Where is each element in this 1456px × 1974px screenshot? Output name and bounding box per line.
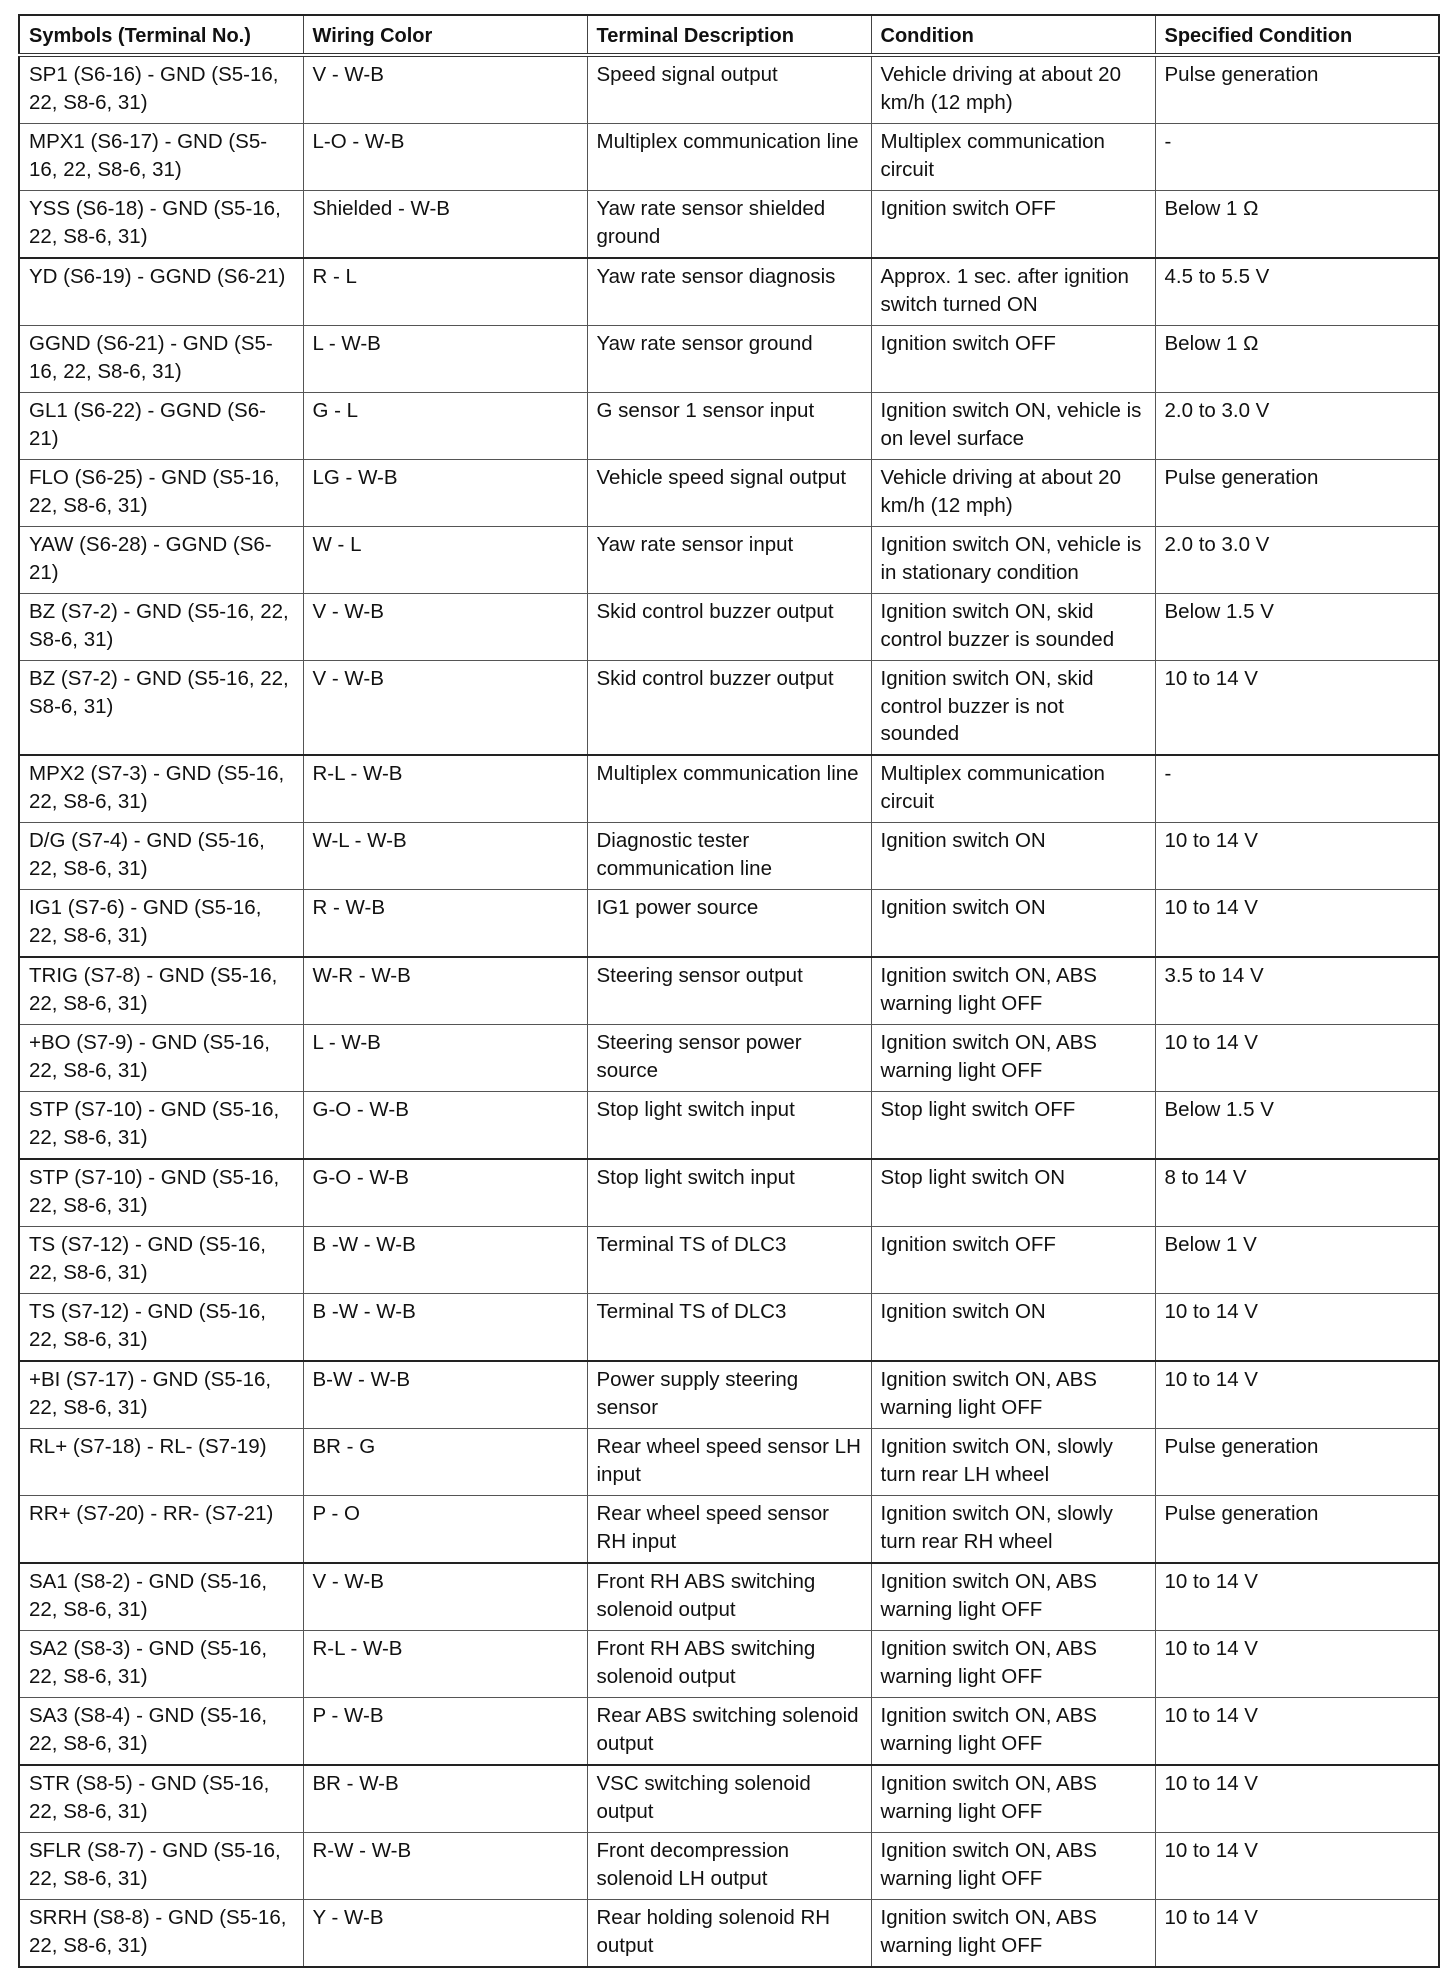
specified-condition-cell: 10 to 14 V — [1155, 1631, 1439, 1698]
symbol-cell: SRRH (S8-8) - GND (S5-16, 22, S8-6, 31) — [19, 1900, 303, 1968]
symbol-cell: TS (S7-12) - GND (S5-16, 22, S8-6, 31) — [19, 1227, 303, 1294]
description-cell: Skid control buzzer output — [587, 594, 871, 661]
description-cell: Rear wheel speed sensor LH input — [587, 1429, 871, 1496]
table-row — [19, 1765, 1439, 1833]
symbol-cell: MPX1 (S6-17) - GND (S5-16, 22, S8-6, 31) — [19, 124, 303, 191]
wiring-color-cell: V - W-B — [303, 594, 587, 661]
table-header — [19, 15, 1439, 55]
description-cell: G sensor 1 sensor input — [587, 393, 871, 460]
condition-cell: Ignition switch ON, ABS warning light OFF — [871, 1563, 1155, 1631]
wiring-color-cell: LG - W-B — [303, 460, 587, 527]
description-cell: Multiplex communication line — [587, 755, 871, 823]
wiring-color-cell: R-W - W-B — [303, 1833, 587, 1900]
wiring-color-cell: B -W - W-B — [303, 1294, 587, 1362]
symbol-cell: SA3 (S8-4) - GND (S5-16, 22, S8-6, 31) — [19, 1698, 303, 1766]
table-row — [19, 1631, 1439, 1698]
table-row — [19, 1496, 1439, 1564]
table-row — [19, 1698, 1439, 1766]
specified-condition-cell: 10 to 14 V — [1155, 823, 1439, 890]
table-row — [19, 1294, 1439, 1362]
wiring-color-cell: V - W-B — [303, 1563, 587, 1631]
condition-cell: Ignition switch ON — [871, 823, 1155, 890]
condition-cell: Ignition switch ON — [871, 890, 1155, 958]
condition-cell: Multiplex communication circuit — [871, 755, 1155, 823]
wiring-color-cell: W-R - W-B — [303, 957, 587, 1025]
description-cell: Terminal TS of DLC3 — [587, 1227, 871, 1294]
condition-cell: Vehicle driving at about 20 km/h (12 mph) — [871, 55, 1155, 124]
specified-condition-cell: Pulse generation — [1155, 1429, 1439, 1496]
table-row — [19, 1227, 1439, 1294]
header-row — [19, 15, 1439, 55]
wiring-color-cell: R-L - W-B — [303, 755, 587, 823]
specified-condition-cell: 10 to 14 V — [1155, 1361, 1439, 1429]
condition-cell: Ignition switch ON — [871, 1294, 1155, 1362]
wiring-color-cell: Shielded - W-B — [303, 191, 587, 259]
specified-condition-cell: 10 to 14 V — [1155, 1900, 1439, 1968]
header-specified-condition: Specified Condition — [1155, 15, 1439, 55]
description-cell: Vehicle speed signal output — [587, 460, 871, 527]
condition-cell: Ignition switch ON, slowly turn rear RH wheel — [871, 1496, 1155, 1564]
description-cell: IG1 power source — [587, 890, 871, 958]
description-cell: Yaw rate sensor shielded ground — [587, 191, 871, 259]
wiring-color-cell: L-O - W-B — [303, 124, 587, 191]
specified-condition-cell: Below 1.5 V — [1155, 1092, 1439, 1160]
symbol-cell: YAW (S6-28) - GGND (S6-21) — [19, 527, 303, 594]
symbol-cell: STR (S8-5) - GND (S5-16, 22, S8-6, 31) — [19, 1765, 303, 1833]
specified-condition-cell: 10 to 14 V — [1155, 1698, 1439, 1766]
condition-cell: Vehicle driving at about 20 km/h (12 mph) — [871, 460, 1155, 527]
condition-cell: Ignition switch ON, slowly turn rear LH wheel — [871, 1429, 1155, 1496]
symbol-cell: STP (S7-10) - GND (S5-16, 22, S8-6, 31) — [19, 1159, 303, 1227]
specified-condition-cell: Below 1 V — [1155, 1227, 1439, 1294]
table-row — [19, 258, 1439, 326]
description-cell: Terminal TS of DLC3 — [587, 1294, 871, 1362]
wiring-color-cell: V - W-B — [303, 661, 587, 756]
description-cell: Front RH ABS switching solenoid output — [587, 1563, 871, 1631]
specified-condition-cell: 10 to 14 V — [1155, 1294, 1439, 1362]
condition-cell: Stop light switch ON — [871, 1159, 1155, 1227]
symbol-cell: +BI (S7-17) - GND (S5-16, 22, S8-6, 31) — [19, 1361, 303, 1429]
specified-condition-cell: 3.5 to 14 V — [1155, 957, 1439, 1025]
description-cell: Yaw rate sensor input — [587, 527, 871, 594]
wiring-color-cell: BR - W-B — [303, 1765, 587, 1833]
symbol-cell: BZ (S7-2) - GND (S5-16, 22, S8-6, 31) — [19, 661, 303, 756]
symbol-cell: BZ (S7-2) - GND (S5-16, 22, S8-6, 31) — [19, 594, 303, 661]
table-row — [19, 1092, 1439, 1160]
condition-cell: Ignition switch ON, skid control buzzer is sounded — [871, 594, 1155, 661]
condition-cell: Multiplex communication circuit — [871, 124, 1155, 191]
description-cell: Rear holding solenoid RH output — [587, 1900, 871, 1968]
header-condition: Condition — [871, 15, 1155, 55]
wiring-color-cell: G-O - W-B — [303, 1092, 587, 1160]
table-row — [19, 1025, 1439, 1092]
description-cell: Power supply steering sensor — [587, 1361, 871, 1429]
table-row — [19, 1900, 1439, 1968]
table-row — [19, 124, 1439, 191]
wiring-color-cell: B -W - W-B — [303, 1227, 587, 1294]
wiring-color-cell: R - L — [303, 258, 587, 326]
specified-condition-cell: 10 to 14 V — [1155, 890, 1439, 958]
table-row — [19, 890, 1439, 958]
condition-cell: Ignition switch OFF — [871, 191, 1155, 259]
table-row — [19, 1159, 1439, 1227]
symbol-cell: YD (S6-19) - GGND (S6-21) — [19, 258, 303, 326]
wiring-color-cell: P - W-B — [303, 1698, 587, 1766]
symbol-cell: TRIG (S7-8) - GND (S5-16, 22, S8-6, 31) — [19, 957, 303, 1025]
condition-cell: Ignition switch ON, vehicle is on level surface — [871, 393, 1155, 460]
condition-cell: Ignition switch ON, ABS warning light OFF — [871, 1361, 1155, 1429]
description-cell: Front decompression solenoid LH output — [587, 1833, 871, 1900]
header-terminal-description: Terminal Description — [587, 15, 871, 55]
table-row — [19, 326, 1439, 393]
condition-cell: Ignition switch OFF — [871, 326, 1155, 393]
wiring-color-cell: V - W-B — [303, 55, 587, 124]
wiring-color-cell: G-O - W-B — [303, 1159, 587, 1227]
wiring-color-cell: L - W-B — [303, 326, 587, 393]
specified-condition-cell: Below 1 Ω — [1155, 326, 1439, 393]
wiring-color-cell: Y - W-B — [303, 1900, 587, 1968]
condition-cell: Ignition switch OFF — [871, 1227, 1155, 1294]
symbol-cell: YSS (S6-18) - GND (S5-16, 22, S8-6, 31) — [19, 191, 303, 259]
condition-cell: Ignition switch ON, skid control buzzer is not sounded — [871, 661, 1155, 756]
terminal-inspection-sheet — [18, 14, 1438, 1968]
condition-cell: Ignition switch ON, ABS warning light OFF — [871, 1900, 1155, 1968]
condition-cell: Stop light switch OFF — [871, 1092, 1155, 1160]
table-row — [19, 957, 1439, 1025]
specified-condition-cell: Below 1.5 V — [1155, 594, 1439, 661]
wiring-color-cell: W-L - W-B — [303, 823, 587, 890]
condition-cell: Ignition switch ON, ABS warning light OFF — [871, 1833, 1155, 1900]
description-cell: Rear ABS switching solenoid output — [587, 1698, 871, 1766]
symbol-cell: SFLR (S8-7) - GND (S5-16, 22, S8-6, 31) — [19, 1833, 303, 1900]
description-cell: Rear wheel speed sensor RH input — [587, 1496, 871, 1564]
symbol-cell: RL+ (S7-18) - RL- (S7-19) — [19, 1429, 303, 1496]
wiring-color-cell: R-L - W-B — [303, 1631, 587, 1698]
description-cell: Diagnostic tester communication line — [587, 823, 871, 890]
wiring-color-cell: B-W - W-B — [303, 1361, 587, 1429]
symbol-cell: SP1 (S6-16) - GND (S5-16, 22, S8-6, 31) — [19, 55, 303, 124]
symbol-cell: GGND (S6-21) - GND (S5-16, 22, S8-6, 31) — [19, 326, 303, 393]
symbol-cell: MPX2 (S7-3) - GND (S5-16, 22, S8-6, 31) — [19, 755, 303, 823]
terminal-table — [18, 14, 1440, 1968]
condition-cell: Ignition switch ON, vehicle is in stationary condition — [871, 527, 1155, 594]
wiring-color-cell: R - W-B — [303, 890, 587, 958]
wiring-color-cell: W - L — [303, 527, 587, 594]
specified-condition-cell: - — [1155, 755, 1439, 823]
table-row — [19, 527, 1439, 594]
specified-condition-cell: 10 to 14 V — [1155, 661, 1439, 756]
description-cell: Stop light switch input — [587, 1092, 871, 1160]
table-body — [19, 55, 1439, 1967]
symbol-cell: STP (S7-10) - GND (S5-16, 22, S8-6, 31) — [19, 1092, 303, 1160]
table-row — [19, 594, 1439, 661]
header-symbols: Symbols (Terminal No.) — [19, 15, 303, 55]
specified-condition-cell: 10 to 14 V — [1155, 1833, 1439, 1900]
condition-cell: Approx. 1 sec. after ignition switch turned ON — [871, 258, 1155, 326]
symbol-cell: +BO (S7-9) - GND (S5-16, 22, S8-6, 31) — [19, 1025, 303, 1092]
condition-cell: Ignition switch ON, ABS warning light OFF — [871, 1698, 1155, 1766]
description-cell: VSC switching solenoid output — [587, 1765, 871, 1833]
symbol-cell: FLO (S6-25) - GND (S5-16, 22, S8-6, 31) — [19, 460, 303, 527]
table-row — [19, 1563, 1439, 1631]
description-cell: Stop light switch input — [587, 1159, 871, 1227]
specified-condition-cell: Pulse generation — [1155, 55, 1439, 124]
wiring-color-cell: BR - G — [303, 1429, 587, 1496]
description-cell: Steering sensor output — [587, 957, 871, 1025]
table-row — [19, 393, 1439, 460]
condition-cell: Ignition switch ON, ABS warning light OFF — [871, 1765, 1155, 1833]
description-cell: Yaw rate sensor diagnosis — [587, 258, 871, 326]
specified-condition-cell: - — [1155, 124, 1439, 191]
specified-condition-cell: 10 to 14 V — [1155, 1563, 1439, 1631]
symbol-cell: IG1 (S7-6) - GND (S5-16, 22, S8-6, 31) — [19, 890, 303, 958]
symbol-cell: GL1 (S6-22) - GGND (S6-21) — [19, 393, 303, 460]
table-row — [19, 823, 1439, 890]
table-row — [19, 55, 1439, 124]
specified-condition-cell: 2.0 to 3.0 V — [1155, 527, 1439, 594]
condition-cell: Ignition switch ON, ABS warning light OFF — [871, 957, 1155, 1025]
specified-condition-cell: Pulse generation — [1155, 460, 1439, 527]
table-row — [19, 1429, 1439, 1496]
specified-condition-cell: 10 to 14 V — [1155, 1025, 1439, 1092]
specified-condition-cell: 2.0 to 3.0 V — [1155, 393, 1439, 460]
description-cell: Multiplex communication line — [587, 124, 871, 191]
specified-condition-cell: Below 1 Ω — [1155, 191, 1439, 259]
description-cell: Yaw rate sensor ground — [587, 326, 871, 393]
table-row — [19, 1833, 1439, 1900]
table-row — [19, 1361, 1439, 1429]
table-row — [19, 755, 1439, 823]
specified-condition-cell: 8 to 14 V — [1155, 1159, 1439, 1227]
condition-cell: Ignition switch ON, ABS warning light OFF — [871, 1025, 1155, 1092]
condition-cell: Ignition switch ON, ABS warning light OFF — [871, 1631, 1155, 1698]
description-cell: Steering sensor power source — [587, 1025, 871, 1092]
wiring-color-cell: L - W-B — [303, 1025, 587, 1092]
wiring-color-cell: G - L — [303, 393, 587, 460]
symbol-cell: SA1 (S8-2) - GND (S5-16, 22, S8-6, 31) — [19, 1563, 303, 1631]
symbol-cell: SA2 (S8-3) - GND (S5-16, 22, S8-6, 31) — [19, 1631, 303, 1698]
specified-condition-cell: Pulse generation — [1155, 1496, 1439, 1564]
description-cell: Front RH ABS switching solenoid output — [587, 1631, 871, 1698]
symbol-cell: D/G (S7-4) - GND (S5-16, 22, S8-6, 31) — [19, 823, 303, 890]
description-cell: Skid control buzzer output — [587, 661, 871, 756]
description-cell: Speed signal output — [587, 55, 871, 124]
header-wiring-color: Wiring Color — [303, 15, 587, 55]
table-row — [19, 661, 1439, 756]
table-row — [19, 191, 1439, 259]
symbol-cell: RR+ (S7-20) - RR- (S7-21) — [19, 1496, 303, 1564]
symbol-cell: TS (S7-12) - GND (S5-16, 22, S8-6, 31) — [19, 1294, 303, 1362]
wiring-color-cell: P - O — [303, 1496, 587, 1564]
specified-condition-cell: 4.5 to 5.5 V — [1155, 258, 1439, 326]
table-row — [19, 460, 1439, 527]
specified-condition-cell: 10 to 14 V — [1155, 1765, 1439, 1833]
